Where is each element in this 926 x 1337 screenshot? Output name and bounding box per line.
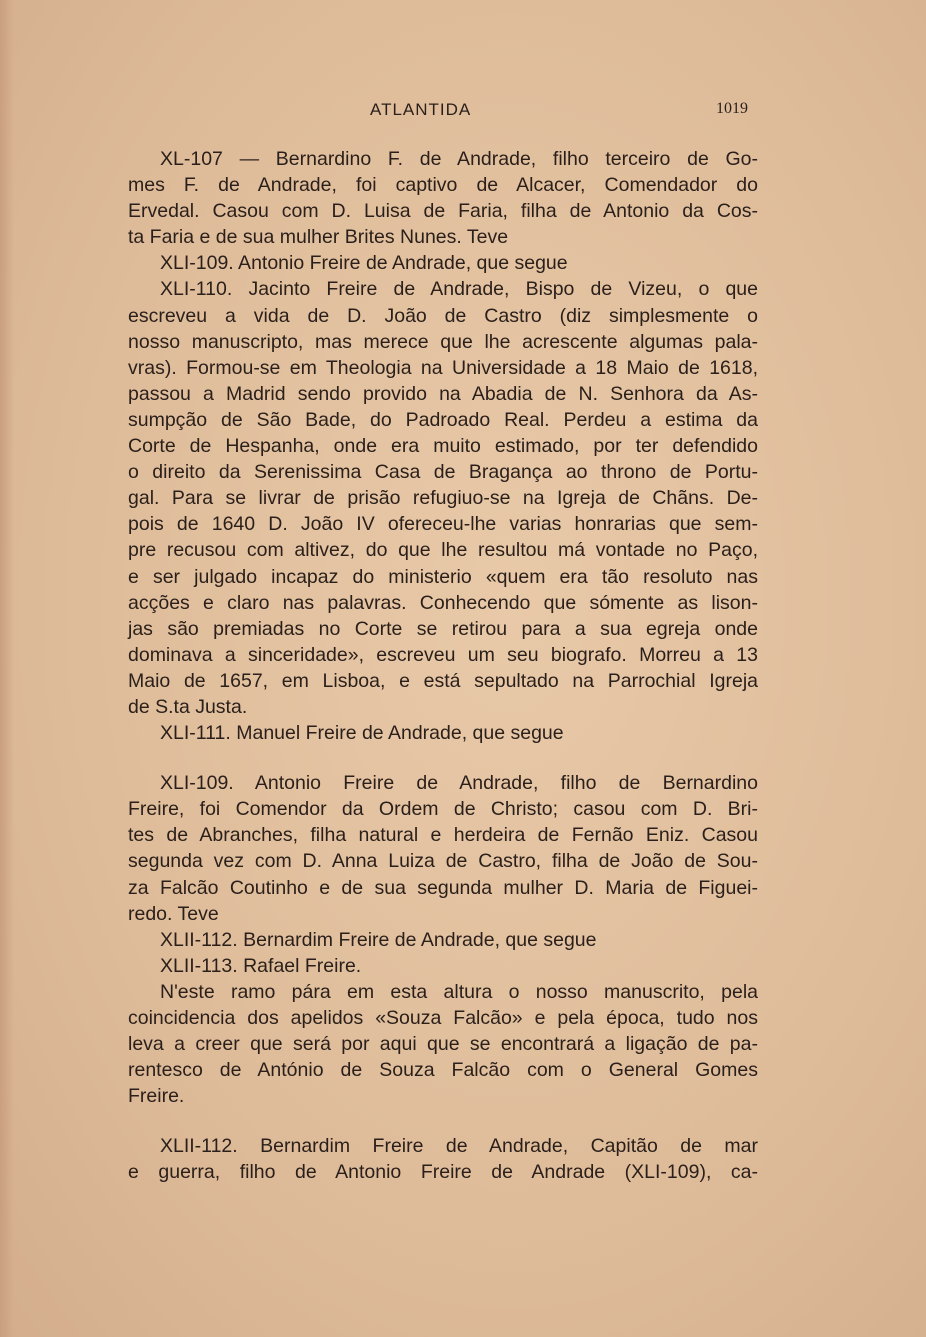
text-line: XLI-109. Antonio Freire de Andrade, filho de Bernardino bbox=[160, 772, 758, 795]
text-line: Freire, foi Comendor da Ordem de Christo; casou com D. Bri- bbox=[128, 798, 758, 821]
text-line: Maio de 1657, em Lisboa, e está sepultado na Parrochial Igreja bbox=[128, 669, 758, 692]
text-line: jas são premiadas no Corte se retirou para a sua egreja onde bbox=[128, 617, 758, 640]
text-line: e ser julgado incapaz do ministerio «quem era tão resoluto nas bbox=[128, 565, 758, 588]
text-line: Freire. bbox=[128, 1085, 185, 1108]
text-line: XLI-111. Manuel Freire de Andrade, que segue bbox=[160, 722, 564, 745]
text-line: XLII-113. Rafael Freire. bbox=[160, 954, 362, 977]
paragraph bbox=[128, 770, 758, 927]
text-line: za Falcão Coutinho e de sua segunda mulher D. Maria de Figuei- bbox=[128, 876, 758, 899]
running-title: ATLANTIDA bbox=[370, 100, 472, 119]
body-text bbox=[128, 146, 758, 1186]
text-line: pre recusou com altivez, do que lhe resultou má vontade no Paço, bbox=[128, 539, 758, 562]
page-number: 1019 bbox=[716, 100, 748, 117]
text-line: tes de Abranches, filha natural e herdeira de Fernão Eniz. Casou bbox=[128, 824, 758, 847]
text-line: pois de 1640 D. João IV ofereceu-lhe varias honrarias que sem- bbox=[128, 513, 758, 536]
paragraph-gap bbox=[128, 1109, 758, 1133]
text-line: vras). Formou-se em Theologia na Universidade a 18 Maio de 1618, bbox=[128, 356, 758, 379]
paragraph bbox=[128, 720, 758, 746]
text-line: XLII-112. Bernardim Freire de Andrade, Capitão de mar bbox=[160, 1135, 758, 1158]
text-line: rentesco de António de Souza Falcão com o General Gomes bbox=[128, 1059, 758, 1082]
paragraph bbox=[128, 146, 758, 250]
text-line: mes F. de Andrade, foi captivo de Alcacer, Comendador do bbox=[128, 174, 758, 197]
text-line: e guerra, filho de Antonio Freire de Andrade (XLI-109), ca- bbox=[128, 1161, 758, 1184]
text-line: o direito da Serenissima Casa de Bragança ao throno de Portu- bbox=[128, 461, 758, 484]
paragraph bbox=[128, 927, 758, 953]
text-line: coincidencia dos apelidos «Souza Falcão» e pela época, tudo nos bbox=[128, 1007, 758, 1029]
text-line: leva a creer que será por aqui que se encontrará a ligação de pa- bbox=[128, 1033, 758, 1056]
paragraph bbox=[128, 953, 758, 979]
text-line: XLI-110. Jacinto Freire de Andrade, Bispo de Vizeu, o que bbox=[160, 278, 758, 301]
page-edge-shadow bbox=[0, 0, 14, 1337]
running-head bbox=[0, 100, 926, 124]
text-line: escreveu a vida de D. João de Castro (diz simplesmente o bbox=[128, 304, 758, 327]
paragraph bbox=[128, 1133, 758, 1185]
text-line: acções e claro nas palavras. Conhecendo que sómente as lison- bbox=[128, 591, 758, 614]
text-line: XLI-109. Antonio Freire de Andrade, que segue bbox=[160, 252, 568, 275]
text-line: N'este ramo pára em esta altura o nosso manuscrito, pela bbox=[160, 980, 758, 1003]
text-line: dominava a sinceridade», escreveu um seu biografo. Morreu a 13 bbox=[128, 643, 758, 666]
paragraph bbox=[128, 276, 758, 720]
text-line: Corte de Hespanha, onde era muito estimado, por ter defendido bbox=[128, 435, 758, 458]
text-line: segunda vez com D. Anna Luiza de Castro, filha de João de Sou- bbox=[128, 850, 758, 873]
text-line: XL-107 — Bernardino F. de Andrade, filho terceiro de Go- bbox=[160, 148, 758, 170]
text-line: redo. Teve bbox=[128, 902, 219, 925]
paragraph bbox=[128, 979, 758, 1109]
text-line: gal. Para se livrar de prisão refugiuo-se na Igreja de Chãns. De- bbox=[128, 487, 758, 510]
paragraph-gap bbox=[128, 746, 758, 770]
text-line: de S.ta Justa. bbox=[128, 695, 248, 718]
text-line: nosso manuscripto, mas merece que lhe acrescente algumas pala- bbox=[128, 330, 758, 353]
text-line: ta Faria e de sua mulher Brites Nunes. Teve bbox=[128, 226, 509, 249]
paragraph bbox=[128, 250, 758, 276]
text-line: sumpção de São Bade, do Padroado Real. Perdeu a estima da bbox=[128, 408, 758, 431]
text-line: passou a Madrid sendo provido na Abadia de N. Senhora da As- bbox=[128, 382, 758, 405]
text-line: XLII-112. Bernardim Freire de Andrade, que segue bbox=[160, 928, 597, 951]
text-line: Ervedal. Casou com D. Luisa de Faria, filha de Antonio da Cos- bbox=[128, 200, 758, 223]
